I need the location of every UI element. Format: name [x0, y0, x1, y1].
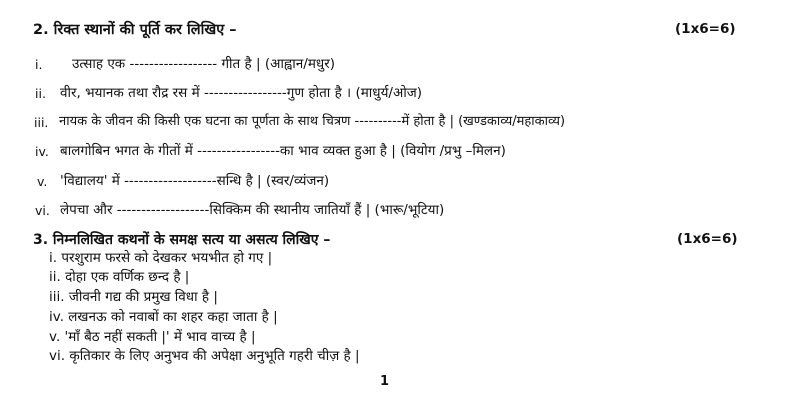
q3-statement: vi. कृतिकार के लिए अनुभव की अपेक्षा अनुभूति गहरी चीज़ है |	[49, 348, 360, 364]
question-3-heading: 3. निम्नलिखित कथनों के समक्ष सत्य या असत्य लिखिए –	[33, 232, 331, 248]
q2-item-number: v.	[37, 174, 48, 189]
q2-item-text: 'विद्यालय' में -------------------सन्धि है | (स्वर/व्यंजन)	[60, 173, 330, 189]
q2-item-number: vi.	[35, 203, 50, 218]
q3-statement: ii. दोहा एक वर्णिक छन्द है |	[49, 269, 190, 285]
q2-item-text: लेपचा और -------------------सिक्किम की स्थानीय जातियाँ हैं | (भारू/भूटिया)	[60, 202, 445, 218]
q3-statement: v. 'माँ बैठ नहीं सकती |' में भाव वाच्य है |	[49, 329, 256, 345]
q2-item-text: वीर, भयानक तथा रौद्र रस में -----------------गुण होता है । (माधुर्य/ओज)	[60, 85, 423, 101]
q2-item-number: iv.	[35, 144, 49, 159]
question-3-marks: (1x6=6)	[677, 231, 738, 247]
q2-item-text: उत्साह एक ------------------ गीत है | (आह्वान/मधुर)	[72, 56, 335, 72]
q2-item-number: ii.	[35, 86, 46, 101]
q3-statement: iii. जीवनी गद्य की प्रमुख विधा है |	[49, 289, 218, 305]
q2-item-number: i.	[35, 57, 43, 72]
question-2-marks: (1x6=6)	[675, 21, 736, 37]
page-number: 1	[380, 374, 390, 389]
q2-item-text: बालगोबिन भगत के गीतों में -----------------का भाव व्यक्त हुआ है | (वियोग /प्रभु –मिलन)	[60, 143, 506, 159]
q3-statement: iv. लखनऊ को नवाबों का शहर कहा जाता है |	[49, 309, 278, 325]
q2-item-text: नायक के जीवन की किसी एक घटना का पूर्णता के साथ चित्रण ----------में होता है | (खण्डकाव्य/महाकाव्य)	[59, 114, 566, 129]
q3-statement: i. परशुराम फरसे को देखकर भयभीत हो गए |	[49, 250, 273, 266]
q2-item-number: iii.	[34, 115, 49, 130]
question-2-heading: 2. रिक्त स्थानों की पूर्ति कर लिखिए –	[33, 22, 237, 38]
